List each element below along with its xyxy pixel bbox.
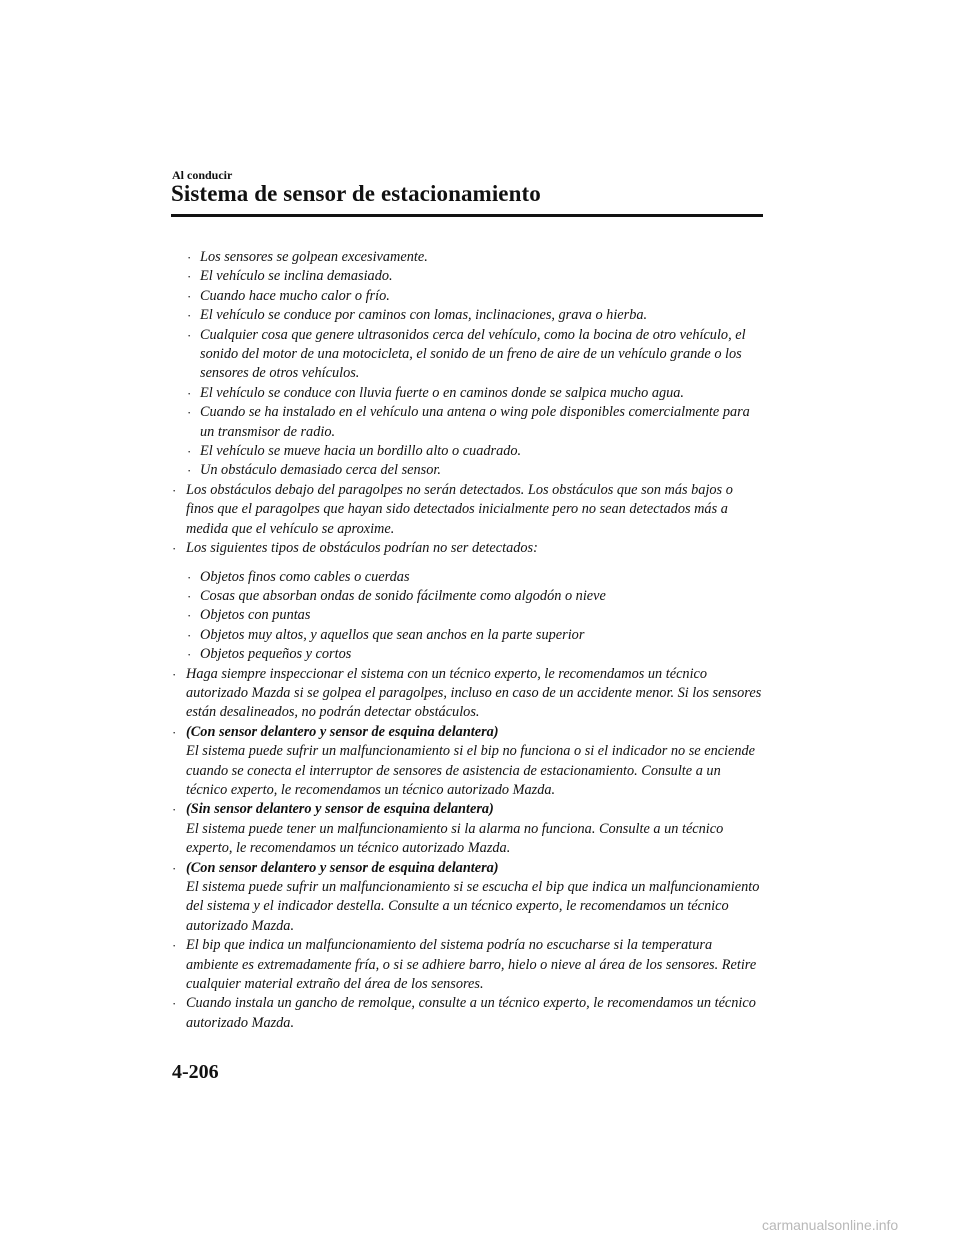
sub-bullet-item xyxy=(172,645,764,664)
bullet-icon: · xyxy=(187,288,192,304)
item-text: Cuando hace mucho calor o frío. xyxy=(200,287,390,304)
item-text: Objetos con puntas xyxy=(200,607,311,624)
bullet-item xyxy=(172,859,764,937)
bullet-icon: · xyxy=(187,588,192,604)
item-text: Cuando se ha instalado en el vehículo una antena o wing pole disponibles comercialmente para un transmisor de radio. xyxy=(200,404,750,440)
bullet-icon: · xyxy=(172,724,177,740)
bullet-item xyxy=(172,936,764,994)
sub-bullet-item xyxy=(172,461,764,480)
item-text: Cosas que absorban ondas de sonido fácilmente como algodón o nieve xyxy=(200,587,606,604)
item-text: Cualquier cosa que genere ultrasonidos cerca del vehículo, como la bocina de otro vehículo, el sonido del motor de una motocicleta, el sonido de un freno de aire de un vehículo grande o los sensores de otros vehículos. xyxy=(200,326,746,382)
item-text: Objetos finos como cables o cuerdas xyxy=(200,568,410,585)
bullet-icon: · xyxy=(172,938,177,954)
sub-bullet-item xyxy=(172,248,764,267)
content-body xyxy=(172,248,764,1033)
bullet-icon: · xyxy=(172,996,177,1012)
sub-bullet-item xyxy=(172,626,764,645)
sub-bullet-item xyxy=(172,326,764,384)
bullet-item xyxy=(172,665,764,723)
bullet-icon: · xyxy=(187,608,192,624)
bullet-icon: · xyxy=(187,250,192,265)
bullet-icon: · xyxy=(172,541,177,557)
bullet-icon: · xyxy=(187,308,192,324)
item-text: Objetos muy altos, y aquellos que sean anchos en la parte superior xyxy=(200,626,585,643)
bullet-icon: · xyxy=(172,482,177,498)
sub-bullet-item xyxy=(172,287,764,306)
item-text: El sistema puede sufrir un malfuncionamiento si el bip no funciona o si el indicador no se enciende cuando se conecta el interruptor de sensores de asistencia de estacionamiento. Consulte a un técnico experto, le recomendamos un técnico autorizado Mazda. xyxy=(186,743,756,798)
section-label: Al conducir xyxy=(172,168,233,182)
bullet-icon: · xyxy=(187,627,192,643)
item-text: Los sensores se golpean excesivamente. xyxy=(200,249,428,265)
item-text: El bip que indica un malfuncionamiento del sistema podría no escucharse si la temperatura ambiente es extremadamente fría, o si se adhiere barro, hielo o nieve al área de los sensores. Retire cualquier material extraño del área de los sensores. xyxy=(186,937,757,993)
bullet-icon: · xyxy=(187,569,192,585)
bullet-item xyxy=(172,539,764,558)
bullet-icon: · xyxy=(172,802,177,818)
sub-bullet-item xyxy=(172,587,764,606)
bullet-item xyxy=(172,994,764,1033)
item-text: El vehículo se mueve hacia un bordillo alto o cuadrado. xyxy=(200,443,522,460)
watermark-link[interactable]: carmanualsonline.info xyxy=(762,1217,899,1233)
item-text: Cuando instala un gancho de remolque, consulte a un técnico experto, le recomendamos un técnico autorizado Mazda. xyxy=(186,995,756,1031)
item-text: Haga siempre inspeccionar el sistema con un técnico experto, le recomendamos un técnico autorizado Mazda si se golpea el paragolpes, incluso en caso de un accidente menor. Si los sensores están desalineados, no podrán detectar obstáculos. xyxy=(186,665,762,721)
sub-bullet-item xyxy=(172,606,764,625)
bullet-icon: · xyxy=(187,385,192,401)
bullet-icon: · xyxy=(172,860,177,876)
bullet-icon: · xyxy=(187,444,192,460)
sub-bullet-item xyxy=(172,267,764,286)
item-text: Los siguientes tipos de obstáculos podrían no ser detectados: xyxy=(186,540,538,557)
item-text: El vehículo se conduce con lluvia fuerte o en caminos donde se salpica mucho agua. xyxy=(200,384,684,401)
item-text: Un obstáculo demasiado cerca del sensor. xyxy=(200,462,441,479)
bullet-icon: · xyxy=(187,327,192,343)
page-number: 4-206 xyxy=(172,1061,219,1083)
sub-bullet-item xyxy=(172,442,764,461)
item-text: El sistema puede sufrir un malfuncionamiento si se escucha el bip que indica un malfuncionamiento del sistema y el indicador destella. Consulte a un técnico experto, le recomendamos un técnico autorizado Mazda. xyxy=(186,879,760,934)
bullet-icon: · xyxy=(187,647,192,663)
sub-bullet-item xyxy=(172,403,764,442)
bullet-icon: · xyxy=(187,269,192,285)
bullet-item xyxy=(172,481,764,539)
item-heading: (Sin sensor delantero y sensor de esquina delantera) xyxy=(186,801,494,818)
bullet-icon: · xyxy=(172,666,177,682)
item-heading: (Con sensor delantero y sensor de esquina delantera) xyxy=(186,859,499,876)
bullet-item xyxy=(172,800,764,858)
item-text: Los obstáculos debajo del paragolpes no serán detectados. Los obstáculos que son más bajos o finos que el paragolpes que hayan sido detectados inicialmente pero no sean detectados más a medida que el vehículo se aproxime. xyxy=(186,481,733,537)
sub-bullet-item xyxy=(172,306,764,325)
sub-bullet-item xyxy=(172,568,764,587)
item-heading: (Con sensor delantero y sensor de esquina delantera) xyxy=(186,723,499,740)
item-text: El sistema puede tener un malfuncionamiento si la alarma no funciona. Consulte a un técnico experto, le recomendamos un técnico autorizado Mazda. xyxy=(186,820,724,857)
bullet-item xyxy=(172,723,764,801)
title-divider xyxy=(171,214,763,217)
sub-bullet-item xyxy=(172,384,764,403)
bullet-icon: · xyxy=(187,405,192,421)
item-text: Objetos pequeños y cortos xyxy=(200,646,352,663)
item-text: El vehículo se inclina demasiado. xyxy=(200,268,393,285)
page-title: Sistema de sensor de estacionamiento xyxy=(171,181,541,206)
item-text: El vehículo se conduce por caminos con lomas, inclinaciones, grava o hierba. xyxy=(200,307,648,324)
bullet-icon: · xyxy=(187,463,192,479)
